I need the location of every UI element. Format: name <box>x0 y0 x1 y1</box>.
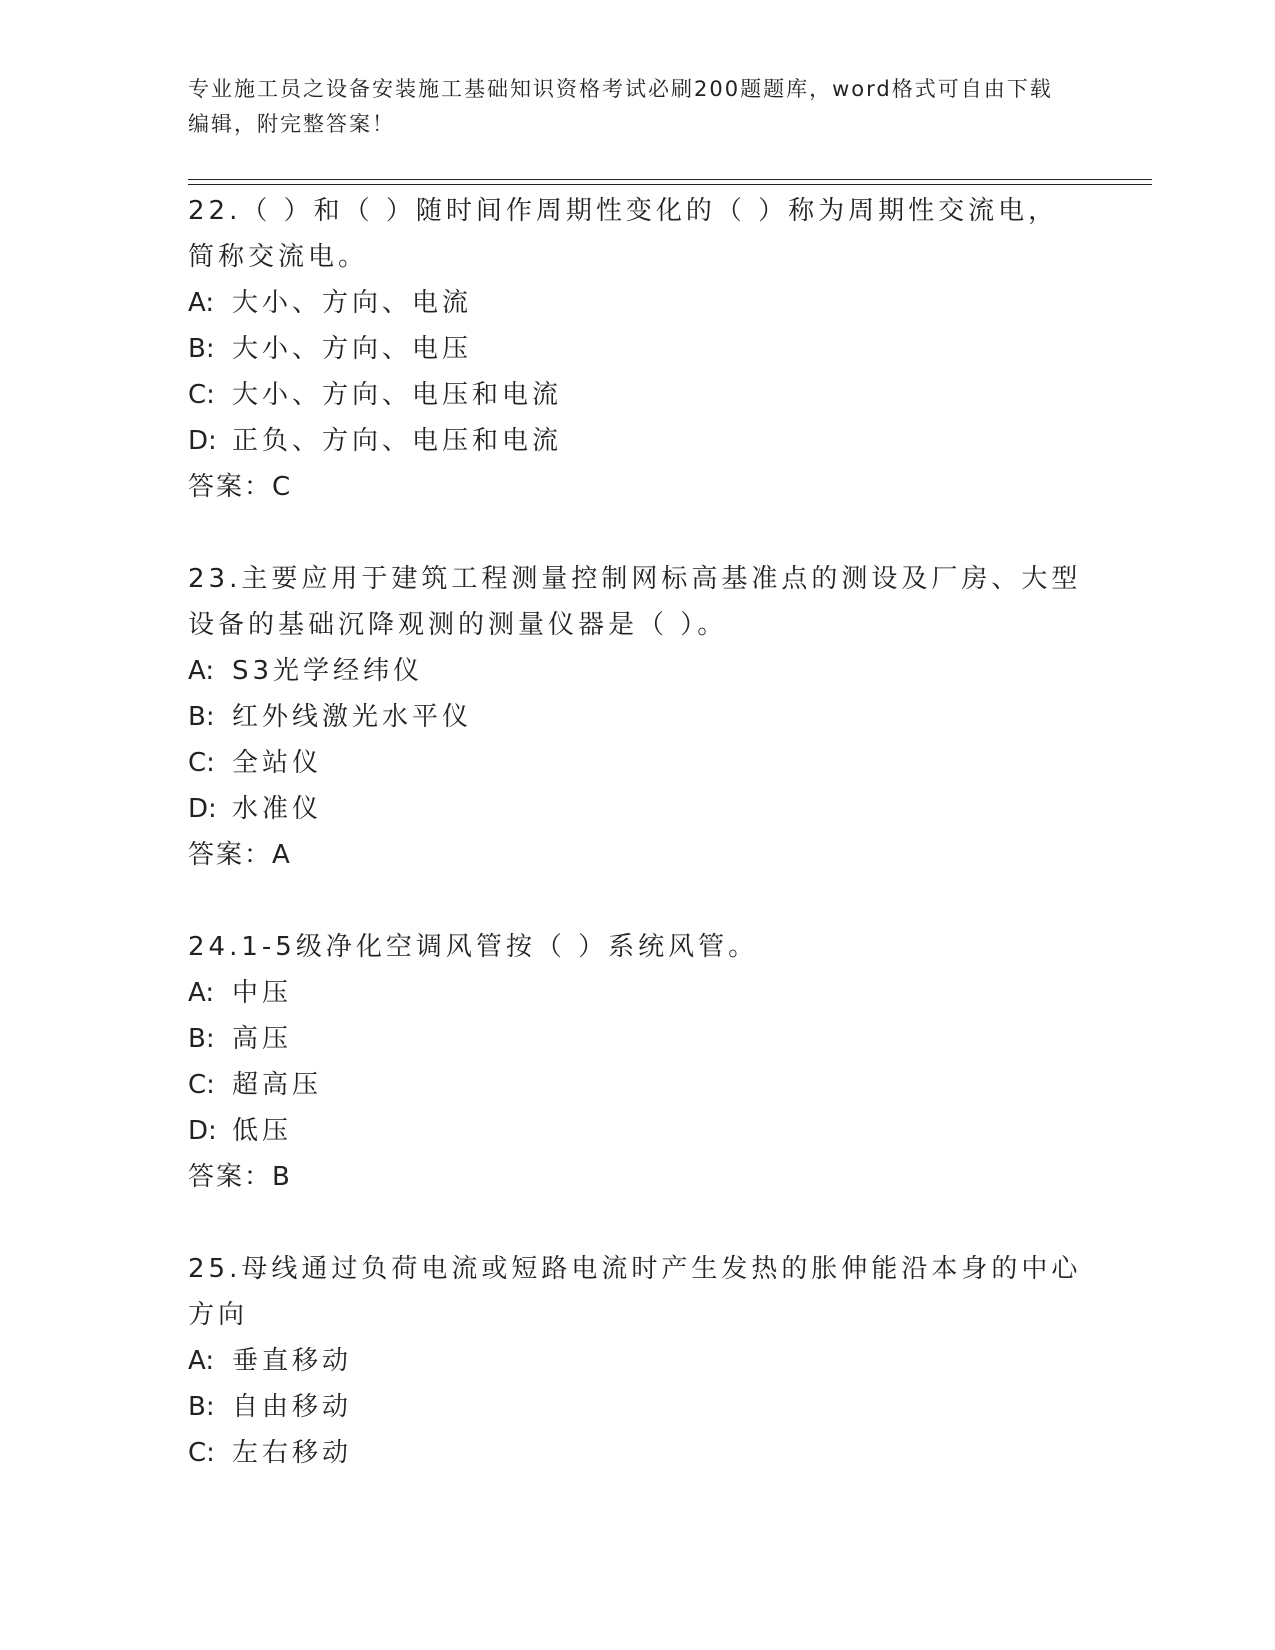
question-22 <box>188 188 1088 510</box>
question-23 <box>188 556 1088 878</box>
option-a: A: 大小、方向、电流 <box>188 288 473 318</box>
question-stem: 23.主要应用于建筑工程测量控制网标高基准点的测设及厂房、大型设备的基础沉降观测的测量仪器是（ ）。 <box>188 564 1082 640</box>
question-stem: 22.（ ）和（ ）随时间作周期性变化的（ ）称为周期性交流电，简称交流电。 <box>188 196 1059 272</box>
header-rule-top <box>188 179 1152 180</box>
question-list <box>188 188 1088 1522</box>
option-a: A: S3光学经纬仪 <box>188 656 424 686</box>
option-d: D: 正负、方向、电压和电流 <box>188 426 563 456</box>
option-d: D: 低压 <box>188 1116 293 1146</box>
option-b: B: 红外线激光水平仪 <box>188 702 473 732</box>
question-stem: 24.1-5级净化空调风管按（ ）系统风管。 <box>188 932 759 962</box>
question-stem: 25.母线通过负荷电流或短路电流时产生发热的胀伸能沿本身的中心方向 <box>188 1254 1082 1330</box>
option-c: C: 左右移动 <box>188 1438 353 1468</box>
option-d: D: 水准仪 <box>188 794 323 824</box>
option-c: C: 超高压 <box>188 1070 323 1100</box>
option-a: A: 中压 <box>188 978 293 1008</box>
option-b: B: 大小、方向、电压 <box>188 334 473 364</box>
option-c: C: 大小、方向、电压和电流 <box>188 380 563 410</box>
header-rule-bottom <box>188 184 1152 185</box>
answer-line: 答案：B <box>188 1162 292 1192</box>
answer-line: 答案：C <box>188 472 293 502</box>
option-c: C: 全站仪 <box>188 748 323 778</box>
option-b: B: 高压 <box>188 1024 293 1054</box>
answer-line: 答案：A <box>188 840 292 870</box>
question-25 <box>188 1246 1088 1476</box>
document-header: 专业施工员之设备安装施工基础知识资格考试必刷200题题库，word格式可自由下载编辑，附完整答案！ <box>188 77 1053 136</box>
option-a: A: 垂直移动 <box>188 1346 353 1376</box>
option-b: B: 自由移动 <box>188 1392 353 1422</box>
question-24 <box>188 924 1088 1200</box>
